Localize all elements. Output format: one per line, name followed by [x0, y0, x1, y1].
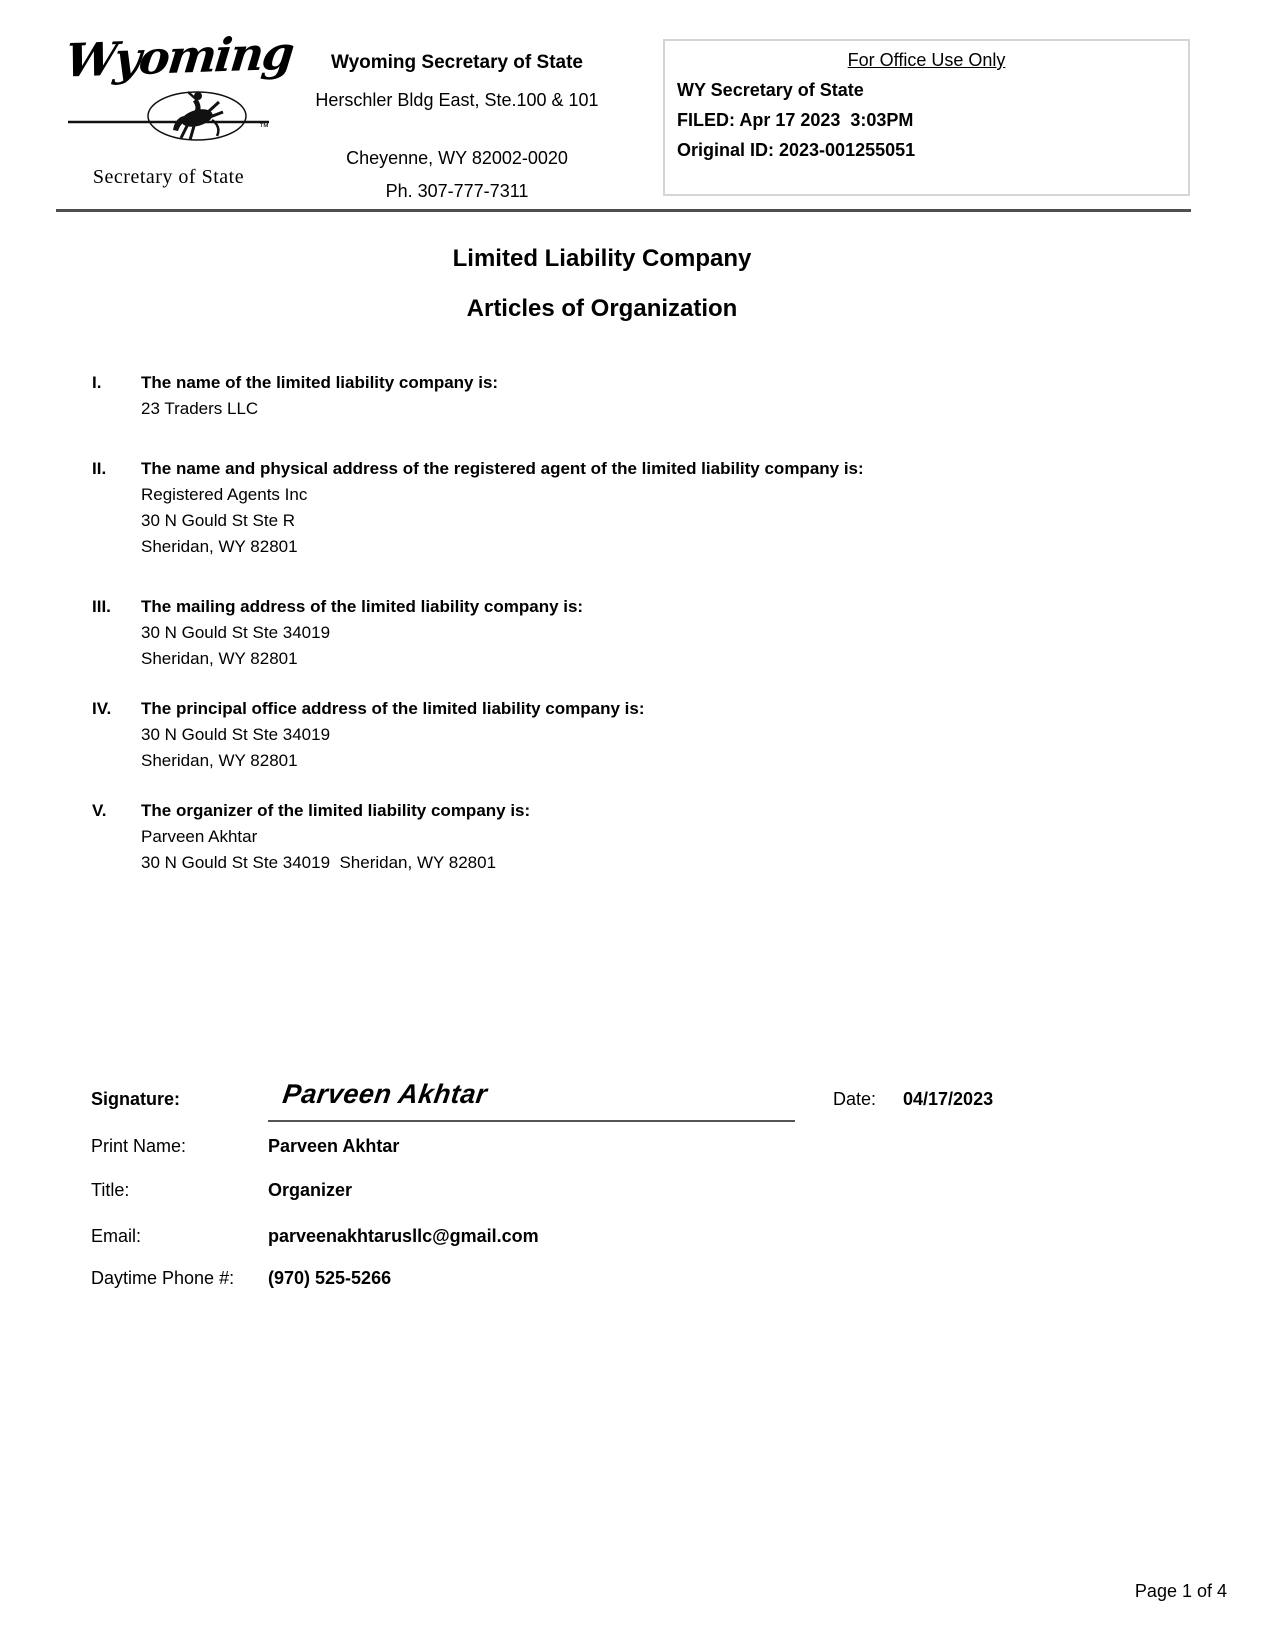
agency-name: Wyoming Secretary of State	[330, 52, 583, 73]
section-mailing-address	[0, 594, 1275, 672]
logo-caption: Secretary of State	[92, 166, 245, 188]
print-name-value: Parveen Akhtar	[268, 1136, 400, 1156]
section-numeral: III.	[92, 597, 111, 616]
signature-label: Signature:	[91, 1089, 181, 1109]
section-numeral: I.	[92, 373, 102, 392]
bucking-horse-icon	[66, 88, 271, 158]
header-separator	[56, 209, 1191, 212]
section-heading: The principal office address of the limited liability company is:	[141, 699, 645, 718]
office-use-title: For Office Use Only	[847, 50, 1006, 70]
section-value-line: 30 N Gould St Ste 34019 Sheridan, WY 82801	[141, 853, 497, 872]
articles-sections	[0, 370, 1275, 876]
filing-office: WY Secretary of State	[677, 80, 864, 100]
print-name-label: Print Name:	[91, 1136, 187, 1156]
section-heading: The organizer of the limited liability company is:	[141, 801, 531, 820]
section-value-line: Sheridan, WY 82801	[141, 537, 298, 556]
title-label: Title:	[91, 1180, 130, 1200]
section-value-line: 30 N Gould St Ste R	[141, 511, 296, 530]
section-value-line: Registered Agents Inc	[141, 485, 308, 504]
email-value: parveenakhtarusllc@gmail.com	[268, 1226, 539, 1246]
section-value-line: Parveen Akhtar	[141, 827, 258, 846]
wyoming-sos-logo	[62, 25, 296, 198]
trademark-symbol: ™	[259, 122, 269, 133]
page-number: Page 1 of 4	[1134, 1581, 1227, 1601]
section-organizer	[0, 798, 1275, 876]
section-value-line: 23 Traders LLC	[141, 399, 259, 418]
section-heading: The name of the limited liability company is:	[141, 373, 499, 392]
filing-original-id: Original ID: 2023-001255051	[677, 140, 916, 160]
section-company-name	[0, 370, 1275, 422]
agency-address-line1: Herschler Bldg East, Ste.100 & 101	[315, 90, 599, 110]
section-registered-agent	[0, 456, 1275, 560]
email-label: Email:	[91, 1226, 142, 1246]
document-title	[56, 244, 1148, 324]
doc-title-line2: Articles of Organization	[466, 295, 738, 322]
date-label: Date:	[833, 1089, 877, 1109]
title-value: Organizer	[268, 1180, 353, 1200]
filing-date: FILED: Apr 17 2023 3:03PM	[677, 110, 914, 130]
section-value-line: 30 N Gould St Ste 34019	[141, 725, 331, 744]
phone-label: Daytime Phone #:	[91, 1268, 235, 1288]
phone-value: (970) 525-5266	[268, 1268, 392, 1288]
section-numeral: II.	[92, 459, 107, 478]
agency-phone: Ph. 307-777-7311	[385, 181, 529, 201]
section-numeral: IV.	[92, 699, 112, 718]
section-heading: The name and physical address of the registered agent of the limited liability company is:	[141, 459, 864, 478]
section-principal-office	[0, 696, 1275, 774]
section-value-line: Sheridan, WY 82801	[141, 649, 298, 668]
signature-line	[268, 1120, 795, 1122]
signature-value: Parveen Akhtar	[280, 1079, 490, 1109]
section-heading: The mailing address of the limited liability company is:	[141, 597, 584, 616]
agency-header	[292, 38, 622, 202]
section-numeral: V.	[92, 801, 107, 820]
date-value: 04/17/2023	[903, 1089, 994, 1109]
office-use-box	[663, 39, 1190, 196]
section-value-line: Sheridan, WY 82801	[141, 751, 298, 770]
wyoming-script-text: Wyoming	[62, 25, 296, 88]
section-value-line: 30 N Gould St Ste 34019	[141, 623, 331, 642]
doc-title-line1: Limited Liability Company	[452, 245, 752, 272]
agency-address-line2: Cheyenne, WY 82002-0020	[346, 148, 568, 168]
